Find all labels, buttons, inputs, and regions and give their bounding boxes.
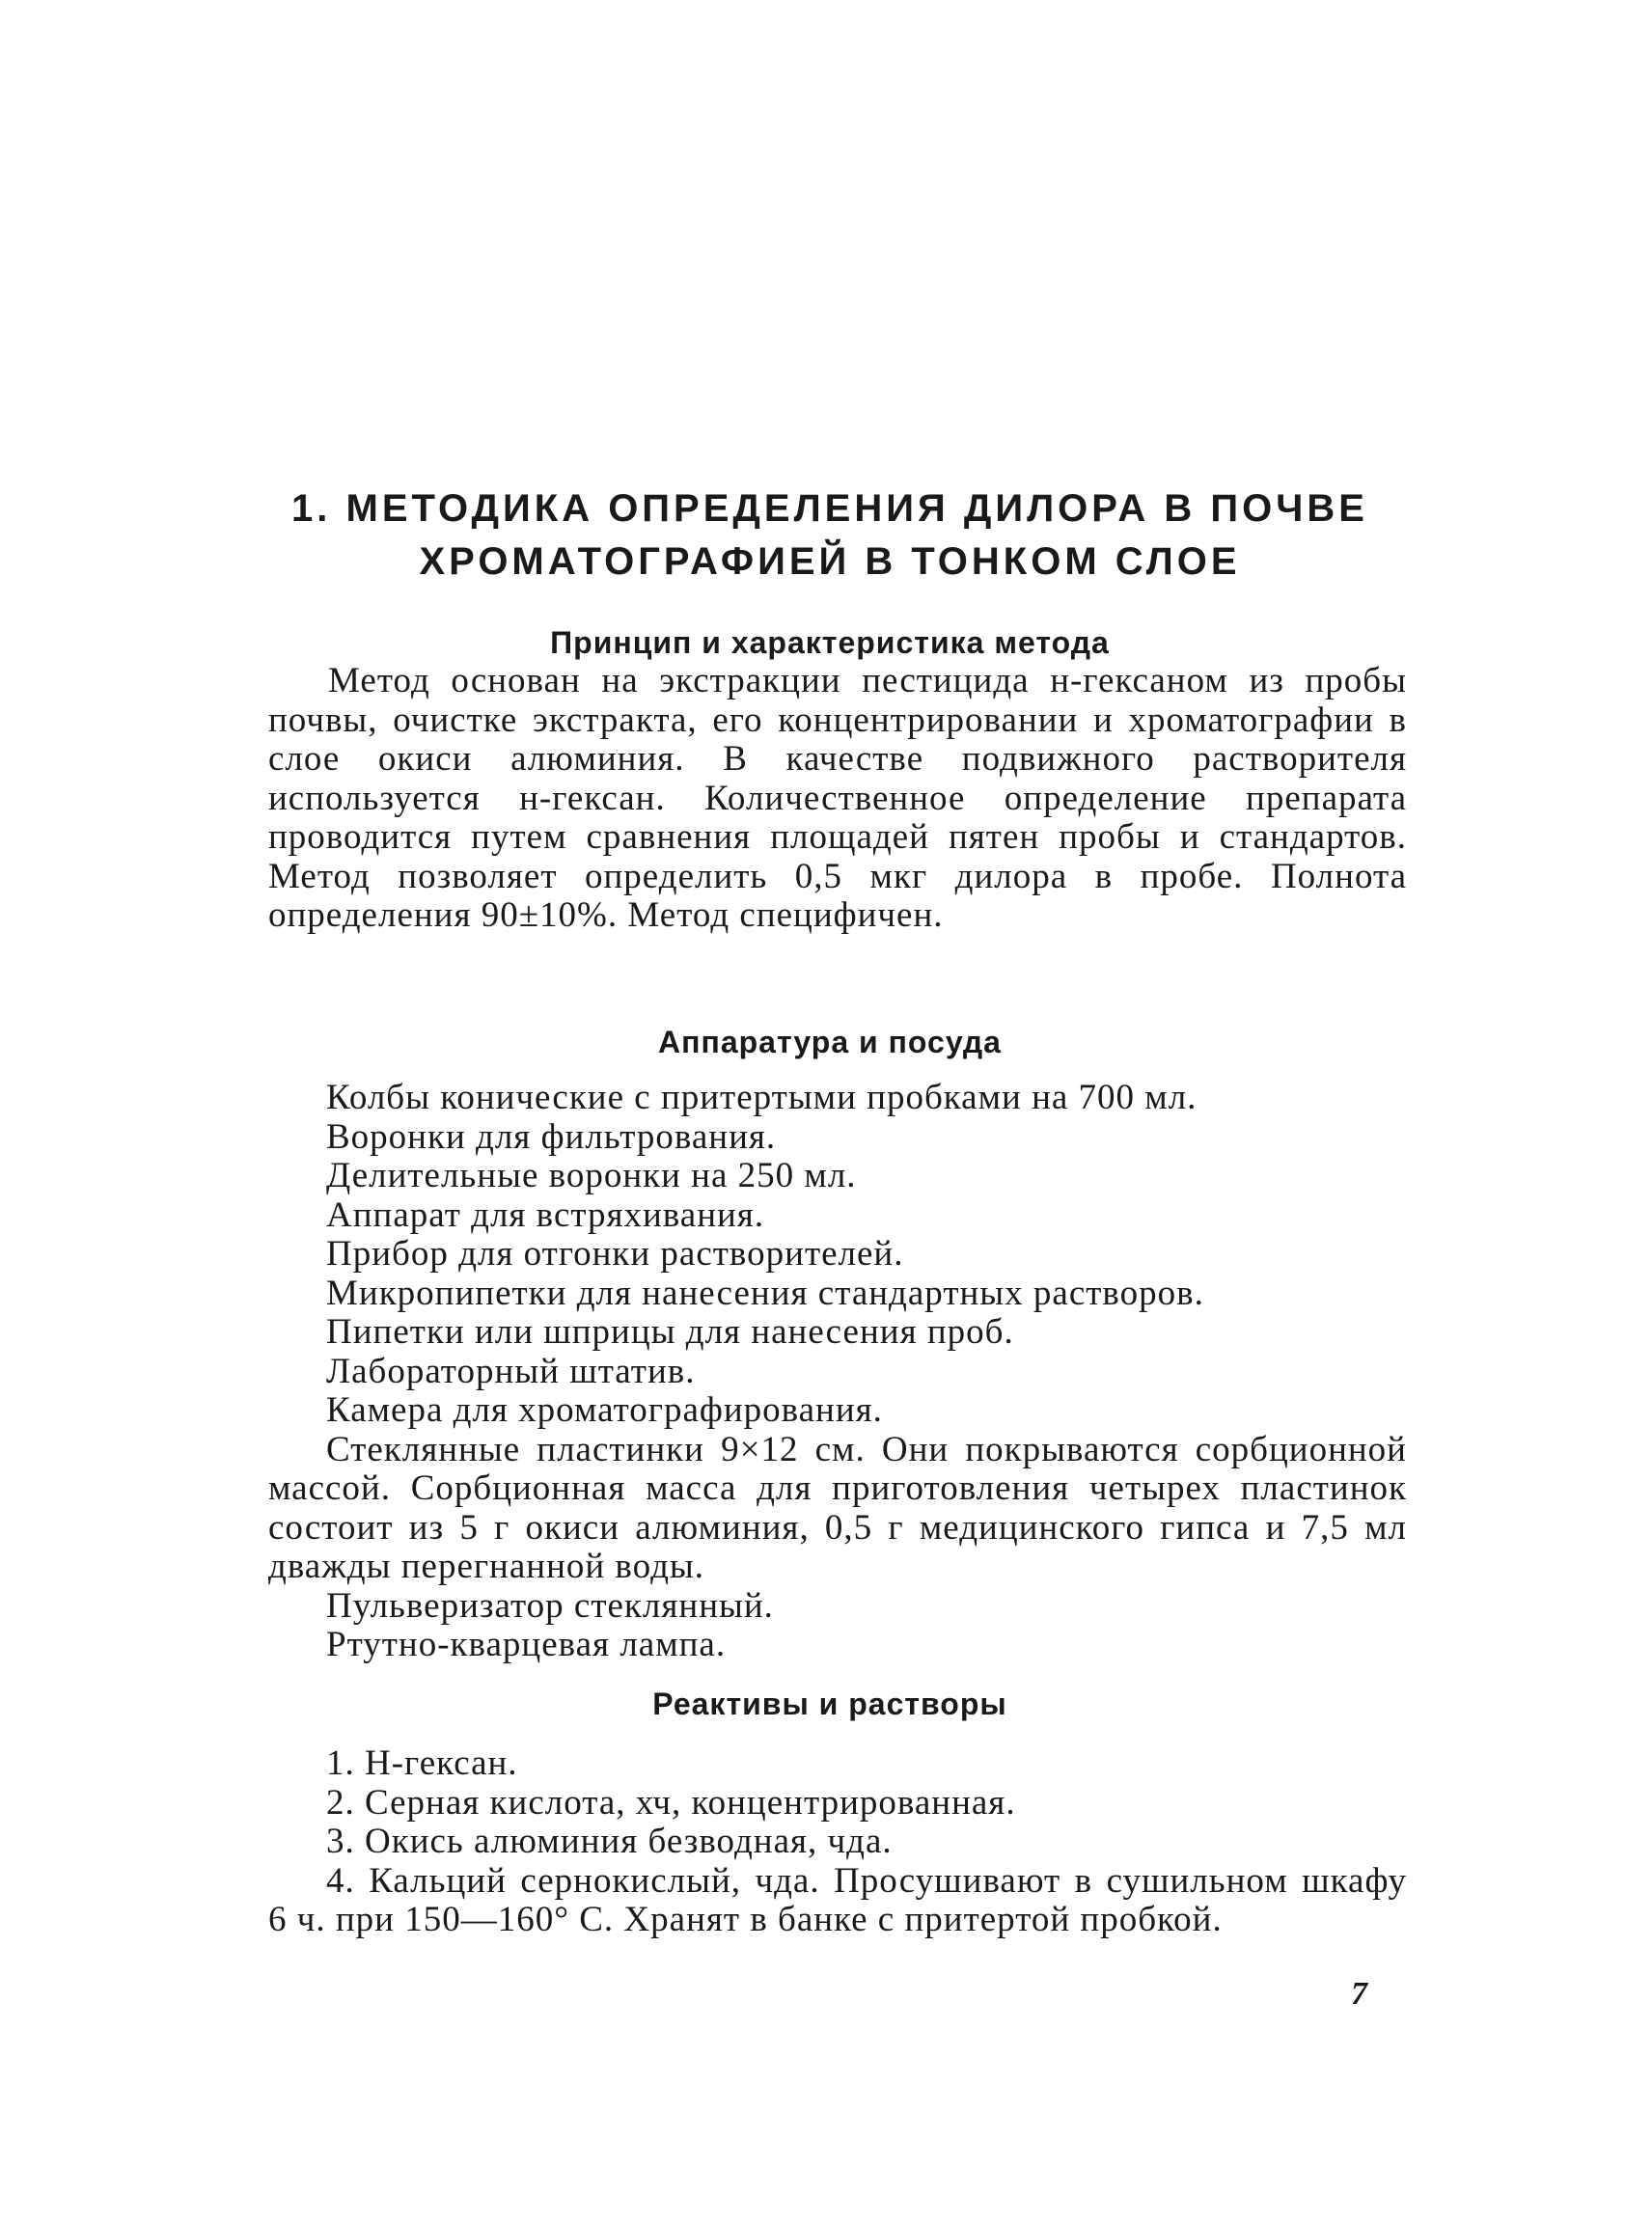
apparatus-item: Воронки для фильтрования.: [326, 1116, 777, 1157]
apparatus-item: Прибор для отгонки растворителей.: [326, 1234, 904, 1274]
apparatus-item: Аппарат для встряхивания.: [326, 1194, 765, 1235]
apparatus-item: Пульверизатор стеклянный.: [326, 1585, 774, 1626]
reagent-item: 4. Кальций сернокислый, чда. Просушивают в сушильном шкафу 6 ч. при 150—160° С. Хранят в банке с притертой пробкой.: [268, 1860, 1407, 1939]
page-number: 7: [1351, 1976, 1367, 2012]
reagent-item: 2. Серная кислота, хч, концентрированная.: [326, 1782, 1016, 1823]
reagent-item: 3. Окись алюминия безводная, чда.: [326, 1822, 893, 1861]
section-heading-reagents: Реактивы и растворы: [652, 1687, 1007, 1721]
apparatus-item: Камера для хроматографирования.: [326, 1390, 883, 1430]
section-heading-apparatus: Аппаратура и посуда: [658, 1025, 1002, 1059]
apparatus-item: Ртутно-кварцевая лампа.: [326, 1625, 727, 1664]
reagent-item: 1. Н-гексан.: [326, 1743, 518, 1783]
principle-paragraph: Метод основан на экстракции пестицида н-гексаном из пробы почвы, очистке экстракта, его концентрировании и хроматографии в слое окиси алюминия. В качестве подвижного растворителя используется н-гексан. Количественное определение препарата проводится путем сравнения площадей пятен пробы и стандартов. Метод позволяет определить 0,5 мкг дилора в пробе. Полнота определения 90±10%. Метод специфичен.: [268, 661, 1407, 935]
apparatus-item: Стеклянные пластинки 9×12 см. Они покрываются сорбционной массой. Сорбционная масса для приготовления четырех пластинок состоит из 5 г окиси алюминия, 0,5 г медицинского гипса и 7,5 мл дважды перегнанной воды.: [268, 1429, 1407, 1586]
reagents-list: [268, 1744, 1407, 1940]
document-title-line-1: 1. МЕТОДИКА ОПРЕДЕЛЕНИЯ ДИЛОРА В ПОЧВЕ: [291, 487, 1368, 530]
apparatus-list: [268, 1079, 1407, 1665]
apparatus-item: Пипетки или шприцы для нанесения проб.: [326, 1312, 1014, 1352]
apparatus-item: Микропипетки для нанесения стандартных растворов.: [326, 1273, 1204, 1313]
section-heading-principle: Принцип и характеристика метода: [550, 625, 1110, 660]
apparatus-item: Делительные воронки на 250 мл.: [326, 1156, 857, 1195]
apparatus-item: Колбы конические с притертыми пробками на 700 мл.: [326, 1078, 1198, 1117]
document-title-line-2: ХРОМАТОГРАФИЕЙ В ТОНКОМ СЛОЕ: [419, 540, 1241, 583]
apparatus-item: Лабораторный штатив.: [326, 1351, 696, 1391]
